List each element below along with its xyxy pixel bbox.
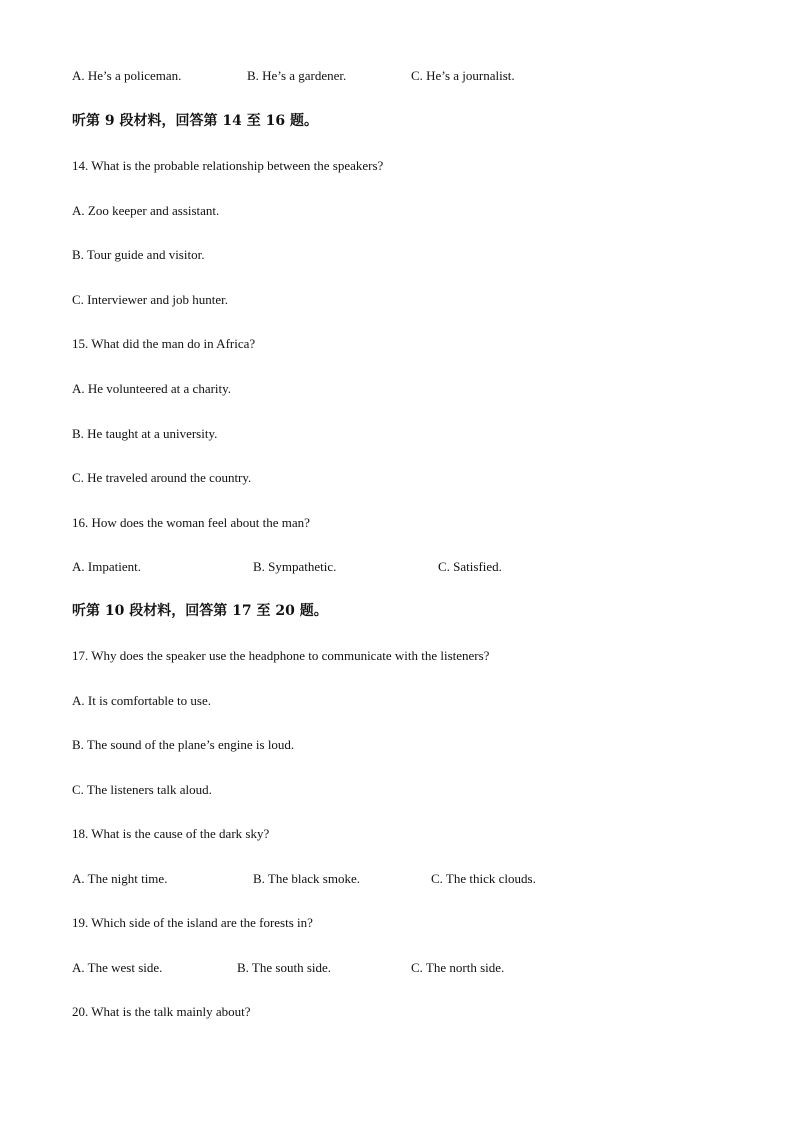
q14-option-c: C. Interviewer and job hunter. [72, 292, 228, 307]
q17-option-a: A. It is comfortable to use. [72, 693, 211, 708]
question-16: 16. How does the woman feel about the man? [72, 515, 310, 530]
q18-option-b: B. The black smoke. [253, 871, 360, 886]
q13-option-a: A. He’s a policeman. [72, 68, 182, 83]
q16-option-a: A. Impatient. [72, 559, 141, 574]
q15-option-b: B. He taught at a university. [72, 426, 218, 441]
section-heading-10: 听第 10 段材料，回答第 17 至 20 题。 [72, 603, 328, 619]
q18-option-a: A. The night time. [72, 871, 168, 886]
q17-option-c: C. The listeners talk aloud. [72, 782, 212, 797]
q15-option-c: C. He traveled around the country. [72, 470, 252, 485]
q17-option-b: B. The sound of the plane’s engine is loud. [72, 737, 295, 752]
question-17: 17. Why does the speaker use the headphone to communicate with the listeners? [72, 648, 490, 663]
q15-option-a: A. He volunteered at a charity. [72, 381, 232, 396]
q19-option-a: A. The west side. [72, 960, 163, 975]
q19-option-b: B. The south side. [237, 960, 332, 975]
question-20: 20. What is the talk mainly about? [72, 1004, 251, 1019]
question-14: 14. What is the probable relationship between the speakers? [72, 158, 384, 173]
q18-option-c: C. The thick clouds. [431, 871, 536, 886]
q16-option-c: C. Satisfied. [438, 559, 502, 574]
q14-option-b: B. Tour guide and visitor. [72, 247, 205, 262]
question-18: 18. What is the cause of the dark sky? [72, 826, 270, 841]
section-heading-9: 听第 9 段材料，回答第 14 至 16 题。 [72, 113, 318, 129]
question-19: 19. Which side of the island are the forests in? [72, 915, 313, 930]
q19-option-c: C. The north side. [411, 960, 505, 975]
q14-option-a: A. Zoo keeper and assistant. [72, 203, 220, 218]
q13-option-b: B. He’s a gardener. [247, 68, 347, 83]
question-15: 15. What did the man do in Africa? [72, 336, 256, 351]
q16-option-b: B. Sympathetic. [253, 559, 337, 574]
q13-option-c: C. He’s a journalist. [411, 68, 515, 83]
